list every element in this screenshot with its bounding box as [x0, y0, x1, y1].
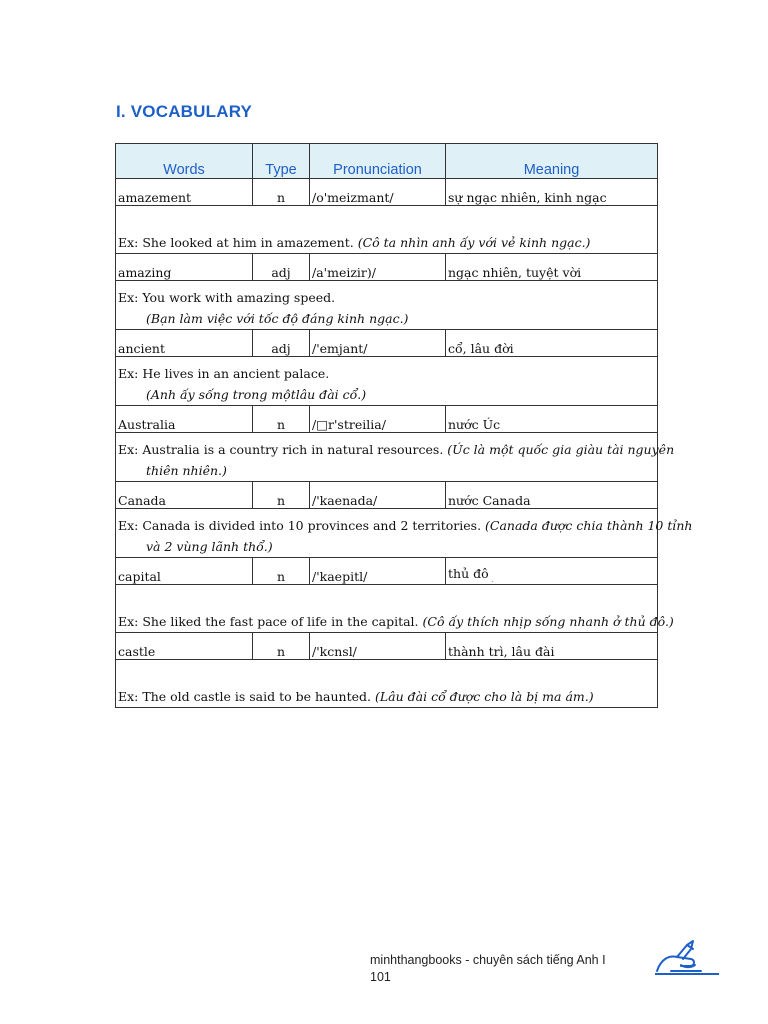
type-cell: adj [253, 330, 310, 357]
meaning-cell: nước Úc [446, 406, 658, 433]
example-cell [116, 509, 693, 558]
table-row [116, 254, 658, 281]
vocabulary-table [115, 143, 693, 708]
example-cell [116, 585, 674, 633]
stray-mark: . [491, 576, 494, 584]
table-row [116, 558, 658, 585]
type-cell: n [253, 406, 310, 433]
example-english: Ex: You work with amazing speed. [118, 290, 336, 305]
table-row [116, 179, 658, 206]
header-pronunciation: Pronunciation [310, 144, 446, 179]
example-vietnamese: (Bạn làm việc với tốc độ đáng kinh ngạc.) [146, 311, 409, 326]
example-vietnamese: (Cô ấy thích nhịp sống nhanh ở thủ đô.) [422, 614, 674, 629]
example-english: Ex: She looked at him in amazement. [118, 235, 358, 250]
meaning-cell: sự ngạc nhiên, kinh ngạc [446, 179, 658, 206]
header-type: Type [253, 144, 310, 179]
example-vietnamese: (Canada được chia thành 10 tỉnh [485, 518, 693, 533]
meaning-cell: thành trì, lâu đài [446, 633, 658, 660]
section-title: I. VOCABULARY [116, 102, 253, 121]
type-cell: n [253, 633, 310, 660]
table-row [116, 482, 658, 509]
type-cell: n [253, 558, 310, 585]
example-cell [116, 357, 658, 406]
page-footer [370, 952, 606, 986]
header-words: Words [116, 144, 253, 179]
meaning-text: thủ đô [448, 566, 489, 581]
meaning-cell: ngạc nhiên, tuyệt vời [446, 254, 658, 281]
word-cell: Canada [116, 482, 253, 509]
example-english: Ex: He lives in an ancient palace. [118, 366, 330, 381]
table-row [116, 330, 658, 357]
pronunciation-cell: /'emjant/ [310, 330, 446, 357]
example-cell [116, 433, 675, 482]
example-vietnamese: (Úc là một quốc gia giàu tài nguyên [447, 442, 675, 457]
table-row [116, 633, 658, 660]
type-cell: n [253, 482, 310, 509]
example-english: Ex: The old castle is said to be haunted. [118, 689, 375, 704]
word-cell: castle [116, 633, 253, 660]
type-cell: n [253, 179, 310, 206]
example-vietnamese-continued: và 2 vùng lãnh thổ.) [146, 539, 273, 554]
pronunciation-cell: /o'meizmant/ [310, 179, 446, 206]
meaning-cell: nước Canada [446, 482, 658, 509]
header-meaning: Meaning [446, 144, 658, 179]
pronunciation-cell: /'kaenada/ [310, 482, 446, 509]
pronunciation-cell: /'kaepitl/ [310, 558, 446, 585]
example-vietnamese: (Cô ta nhìn anh ấy với vẻ kinh ngạc.) [357, 235, 591, 250]
example-vietnamese-continued: thiên nhiên.) [146, 463, 227, 478]
example-row [116, 357, 658, 406]
word-cell: amazing [116, 254, 253, 281]
example-vietnamese: (Anh ấy sống trong mộtlâu đài cổ.) [146, 387, 367, 402]
meaning-cell [446, 558, 658, 585]
writing-hand-icon [651, 935, 721, 977]
example-row [116, 585, 658, 633]
pronunciation-cell: /□r'streilia/ [310, 406, 446, 433]
example-english: Ex: Australia is a country rich in natural resources. [118, 442, 448, 457]
example-row [116, 281, 658, 330]
example-english: Ex: Canada is divided into 10 provinces and 2 territories. [118, 518, 486, 533]
pronunciation-cell: /a'meizir)/ [310, 254, 446, 281]
word-cell: amazement [116, 179, 253, 206]
example-row [116, 660, 658, 708]
example-cell [116, 660, 658, 708]
meaning-cell: cổ, lâu đời [446, 330, 658, 357]
example-english: Ex: She liked the fast pace of life in the capital. [118, 614, 423, 629]
word-cell: ancient [116, 330, 253, 357]
word-cell: capital [116, 558, 253, 585]
table-header-row [116, 144, 658, 179]
word-cell: Australia [116, 406, 253, 433]
page-number: 101 [370, 970, 391, 984]
pronunciation-cell: /'kcnsl/ [310, 633, 446, 660]
example-row [116, 206, 658, 254]
example-cell [116, 281, 658, 330]
example-row [116, 509, 658, 558]
example-cell [116, 206, 658, 254]
table-row [116, 406, 658, 433]
footer-brand-text: minhthangbooks - chuyên sách tiếng Anh I [370, 953, 606, 967]
type-cell: adj [253, 254, 310, 281]
example-vietnamese: (Lâu đài cổ được cho là bị ma ám.) [374, 689, 594, 704]
example-row [116, 433, 658, 482]
